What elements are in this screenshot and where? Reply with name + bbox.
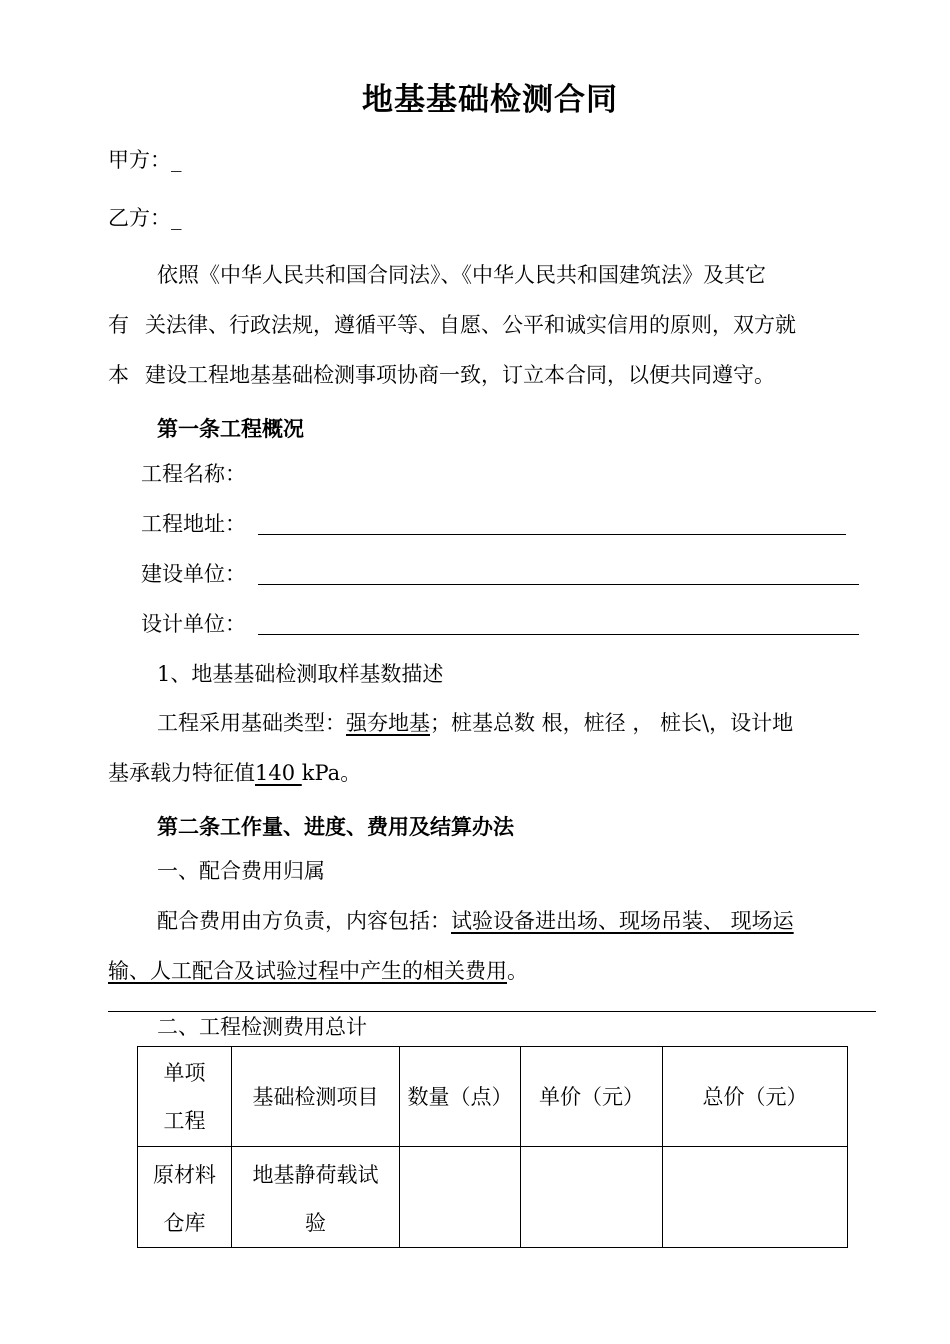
header-total-price — [663, 1047, 848, 1147]
preamble-line-3-prefix: 本 — [108, 363, 129, 387]
header-test-item — [232, 1047, 400, 1147]
cost-description-line-2 — [108, 961, 528, 982]
cell-test-item — [232, 1147, 400, 1248]
sampling-subheading: 1、地基基础检测取样基数描述 — [157, 662, 444, 686]
header-item-project-text: 单项 工程 — [163, 1060, 206, 1133]
bearing-capacity-unit: kPa。 — [301, 761, 362, 785]
cost-description-prefix: 配合费用由方负责，内容包括： — [157, 909, 451, 933]
design-unit-label: 设计单位： — [141, 612, 246, 636]
bearing-capacity-prefix: 基承载力特征值 — [108, 761, 255, 785]
article-2-heading: 第二条工作量、进度、费用及结算办法 — [157, 815, 514, 839]
cell-total-price — [663, 1147, 848, 1248]
cost-items-1: 试验设备进出场、现场吊装、 现场运 — [451, 909, 794, 933]
header-quantity-text: 数量（点） — [407, 1084, 513, 1109]
cost-items-2: 输、人工配合及试验过程中产生的相关费用 — [108, 959, 507, 983]
preamble-line-2-prefix: 有 — [108, 313, 129, 337]
header-total-price-text: 总价（元） — [702, 1084, 808, 1109]
cell-quantity — [400, 1147, 521, 1248]
cell-unit-price — [521, 1147, 663, 1248]
header-unit-price — [521, 1047, 663, 1147]
cost-ownership-subheading: 一、配合费用归属 — [157, 859, 325, 883]
bearing-capacity-value: 140 — [255, 761, 302, 785]
foundation-type-value: 强夯地基 — [346, 711, 430, 735]
project-address-blank — [258, 534, 846, 535]
cell-project — [138, 1147, 232, 1248]
article-1-heading: 第一条工程概况 — [157, 417, 304, 441]
preamble-line-1: 依照《中华人民共和国合同法》、《中华人民共和国建筑法》及其它 — [157, 263, 766, 287]
document-title: 地基基础检测合同 — [362, 82, 618, 118]
cost-description-line-1 — [157, 911, 794, 932]
cost-items-end: 。 — [507, 959, 528, 983]
header-item-project — [138, 1047, 232, 1147]
fee-table — [137, 1046, 848, 1248]
section-divider — [108, 1011, 876, 1012]
project-name-label: 工程名称： — [141, 462, 246, 486]
foundation-type-line — [157, 713, 793, 734]
preamble-line-3: 建设工程地基基础检测事项协商一致，订立本合同，以便共同遵守。 — [145, 363, 775, 387]
party-b: 乙方：_ — [108, 206, 182, 230]
table-header-row — [138, 1047, 848, 1147]
cell-project-text: 原材料 仓库 — [153, 1163, 216, 1235]
fee-total-subheading: 二、工程检测费用总计 — [157, 1015, 367, 1039]
construction-unit-label: 建设单位： — [141, 562, 246, 586]
party-a: 甲方：_ — [108, 148, 182, 172]
foundation-type-prefix: 工程采用基础类型： — [157, 711, 346, 735]
bearing-capacity-line — [108, 763, 361, 784]
cell-test-item-text: 地基静荷载试 验 — [252, 1163, 379, 1235]
foundation-type-suffix: ；桩基总数 根，桩径 ， 桩长\，设计地 — [430, 711, 794, 735]
table-row — [138, 1147, 848, 1248]
preamble-line-2: 关法律、行政法规，遵循平等、自愿、公平和诚实信用的原则，双方就 — [145, 313, 796, 337]
construction-unit-blank — [258, 584, 859, 585]
header-test-item-text: 基础检测项目 — [252, 1084, 379, 1109]
design-unit-blank — [258, 634, 859, 635]
header-quantity — [400, 1047, 521, 1147]
header-unit-price-text: 单价（元） — [539, 1084, 644, 1109]
project-address-label: 工程地址： — [141, 512, 246, 536]
